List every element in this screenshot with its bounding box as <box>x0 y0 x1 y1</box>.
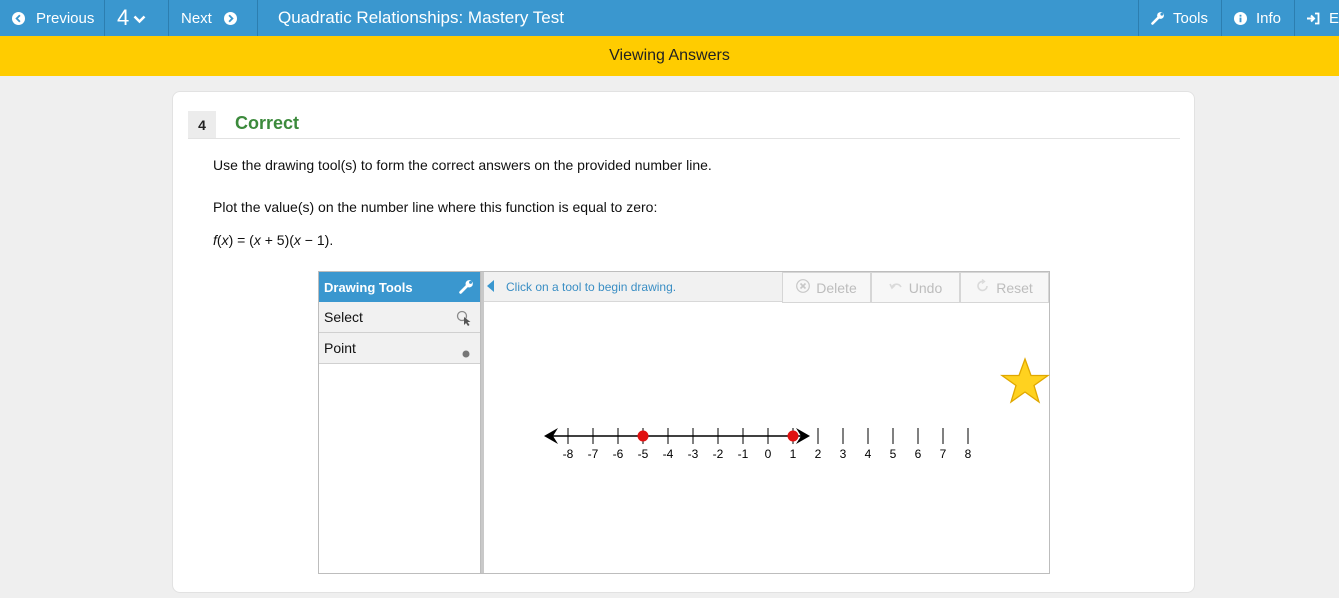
banner-text: Viewing Answers <box>609 47 730 64</box>
tick-label: -7 <box>587 447 599 461</box>
question-selector[interactable] <box>117 0 146 36</box>
question-number: 4 <box>117 5 130 30</box>
tool-select-label: Select <box>324 309 363 325</box>
tick-label: 2 <box>814 447 822 461</box>
exit-button[interactable] <box>1306 0 1339 36</box>
tick-label: 4 <box>864 447 872 461</box>
tick-label: 6 <box>914 447 922 461</box>
arrow-right-circle-icon <box>224 12 237 25</box>
tick-label: 1 <box>789 447 797 461</box>
instruction-text: Use the drawing tool(s) to form the correct answers on the provided number line. <box>213 157 712 173</box>
tools-label: Tools <box>1173 9 1209 27</box>
plotted-point[interactable] <box>638 431 649 442</box>
undo-icon <box>889 280 903 296</box>
plotted-point[interactable] <box>788 431 799 442</box>
top-nav-bar <box>0 0 1339 36</box>
tool-select[interactable] <box>319 302 480 333</box>
next-button[interactable] <box>181 0 237 36</box>
header-divider <box>188 138 1180 139</box>
tick-label: -2 <box>712 447 724 461</box>
tick-label: 7 <box>939 447 947 461</box>
undo-button[interactable] <box>871 272 960 303</box>
tool-point-label: Point <box>324 340 356 356</box>
function-expression <box>213 232 333 248</box>
tools-button[interactable] <box>1151 0 1208 36</box>
tick-label: -4 <box>662 447 674 461</box>
drawing-widget <box>318 271 1050 574</box>
drawing-tools-header <box>319 272 480 302</box>
function-text: f(x) = (x + 5)(x − 1). <box>213 232 334 248</box>
tool-point[interactable] <box>319 333 480 364</box>
drawing-tools-panel <box>319 272 481 573</box>
previous-button[interactable] <box>12 0 94 36</box>
answer-status: Correct <box>235 113 300 133</box>
exit-label: E <box>1329 9 1339 27</box>
prompt-text: Plot the value(s) on the number line where this function is equal to zero: <box>213 199 658 215</box>
wrench-icon[interactable] <box>459 279 474 297</box>
undo-label: Undo <box>908 279 943 296</box>
tick-label: -8 <box>562 447 574 461</box>
page-title: Quadratic Relationships: Mastery Test <box>278 8 564 27</box>
tick-label: -6 <box>612 447 624 461</box>
delete-button[interactable] <box>782 272 871 303</box>
info-icon <box>1234 12 1247 25</box>
delete-x-icon <box>796 279 810 296</box>
hint-text: Click on a tool to begin drawing. <box>506 280 677 294</box>
star-icon <box>1002 359 1048 402</box>
tick-label: 8 <box>964 447 972 461</box>
tick-label: -5 <box>637 447 649 461</box>
wrench-icon <box>1151 11 1165 25</box>
drawing-canvas[interactable] <box>484 303 1050 573</box>
collapse-arrow-icon[interactable] <box>487 280 494 292</box>
point-dot-icon <box>462 345 470 361</box>
info-label: Info <box>1256 9 1282 27</box>
number-line[interactable] <box>484 303 1050 573</box>
question-number-badge: 4 <box>188 111 216 138</box>
reset-label: Reset <box>996 279 1033 296</box>
tick-label: 0 <box>764 447 772 461</box>
question-card <box>172 91 1195 593</box>
delete-label: Delete <box>816 279 857 296</box>
next-label: Next <box>181 9 212 27</box>
tick-label: 3 <box>839 447 847 461</box>
previous-label: Previous <box>36 9 95 27</box>
arrow-left-circle-icon <box>12 12 25 25</box>
drawing-tools-title: Drawing Tools <box>324 279 413 295</box>
info-button[interactable] <box>1234 0 1281 36</box>
tick-label: -1 <box>737 447 749 461</box>
select-cursor-icon <box>456 310 474 329</box>
viewing-answers-banner <box>0 36 1339 76</box>
hint-bar <box>484 272 782 302</box>
reset-button[interactable] <box>960 272 1049 303</box>
tick-label: -3 <box>687 447 699 461</box>
reset-icon <box>976 279 990 296</box>
tick-label: 5 <box>889 447 897 461</box>
chevron-down-icon <box>133 15 146 24</box>
sign-out-icon <box>1306 12 1320 25</box>
